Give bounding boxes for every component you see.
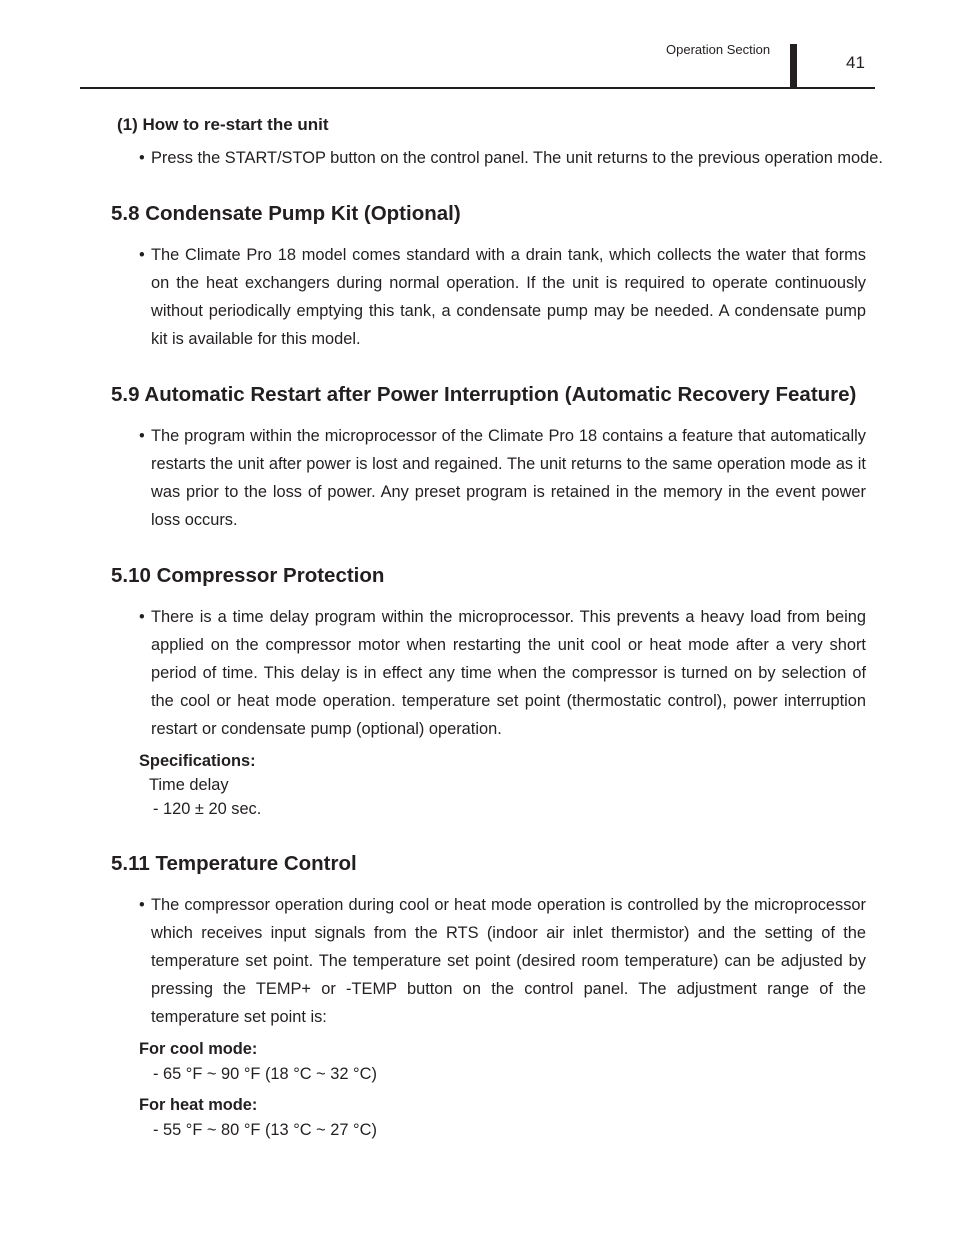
section-5-11-text: The compressor operation during cool or heat mode operation is controlled by the microprocessor which receives input signals from the RTS (indoor air inlet thermistor) and the setting of the temperature set point. The temperature set point (desired room temperature) can be adjusted by pressing the TEMP+ or -TEMP button on the control panel. The adjustment range of the temperature set point is: xyxy=(151,896,866,1026)
cool-mode-label: For cool mode: xyxy=(139,1040,258,1058)
spec-label: Specifications: xyxy=(139,752,256,770)
header-bar xyxy=(790,44,797,88)
restart-bullet-text: Press the START/STOP button on the control panel. The unit returns to the previous operation mode. xyxy=(151,149,883,167)
heat-mode-label: For heat mode: xyxy=(139,1096,258,1114)
section-5-10-text: There is a time delay program within the microprocessor. This prevents a heavy load from being applied on the compressor motor when restarting the unit cool or heat mode after a very short period of time. This delay is in effect any time when the compressor is turned on by selection of the cool or heat mode operation. temperature set point (thermostatic control), power interruption restart or condensate pump (optional) operation. xyxy=(151,608,866,738)
header-rule xyxy=(80,87,875,89)
spec-item: Time delay xyxy=(149,776,229,794)
spec-value: - 120 ± 20 sec. xyxy=(153,800,262,818)
section-5-8-text: The Climate Pro 18 model comes standard with a drain tank, which collects the water that forms on the heat exchangers during normal operation. If the unit is required to operate continuously without periodically emptying this tank, a condensate pump may be needed. A condensate pump kit is available for this model. xyxy=(151,246,866,348)
section-5-10-heading: 5.10 Compressor Protection xyxy=(111,564,385,587)
bullet-glyph: • xyxy=(139,246,145,264)
section-5-8-bullet xyxy=(139,241,866,353)
section-5-9-bullet xyxy=(139,422,866,534)
section-5-10-bullet xyxy=(139,603,866,743)
bullet-glyph: • xyxy=(139,896,145,914)
heat-mode-range: - 55 °F ~ 80 °F (13 °C ~ 27 °C) xyxy=(153,1121,377,1139)
restart-bullet xyxy=(139,144,883,172)
page-number: 41 xyxy=(846,53,865,72)
bullet-glyph: • xyxy=(139,427,145,445)
section-5-9-text: The program within the microprocessor of the Climate Pro 18 contains a feature that automatically restarts the unit after power is lost and regained. The unit returns to the same operation mode as it was prior to the loss of power. Any preset program is retained in the memory in the event power loss occurs. xyxy=(151,427,866,529)
restart-heading: (1) How to re-start the unit xyxy=(117,115,329,134)
cool-mode-range: - 65 °F ~ 90 °F (18 °C ~ 32 °C) xyxy=(153,1065,377,1083)
bullet-glyph: • xyxy=(139,608,145,626)
section-5-11-heading: 5.11 Temperature Control xyxy=(111,852,357,875)
section-5-11-bullet xyxy=(139,891,866,1031)
section-5-9-heading: 5.9 Automatic Restart after Power Interruption (Automatic Recovery Feature) xyxy=(111,383,857,406)
header-section-title: Operation Section xyxy=(666,42,771,57)
section-5-8-heading: 5.8 Condensate Pump Kit (Optional) xyxy=(111,202,461,225)
bullet-glyph: • xyxy=(139,149,145,167)
